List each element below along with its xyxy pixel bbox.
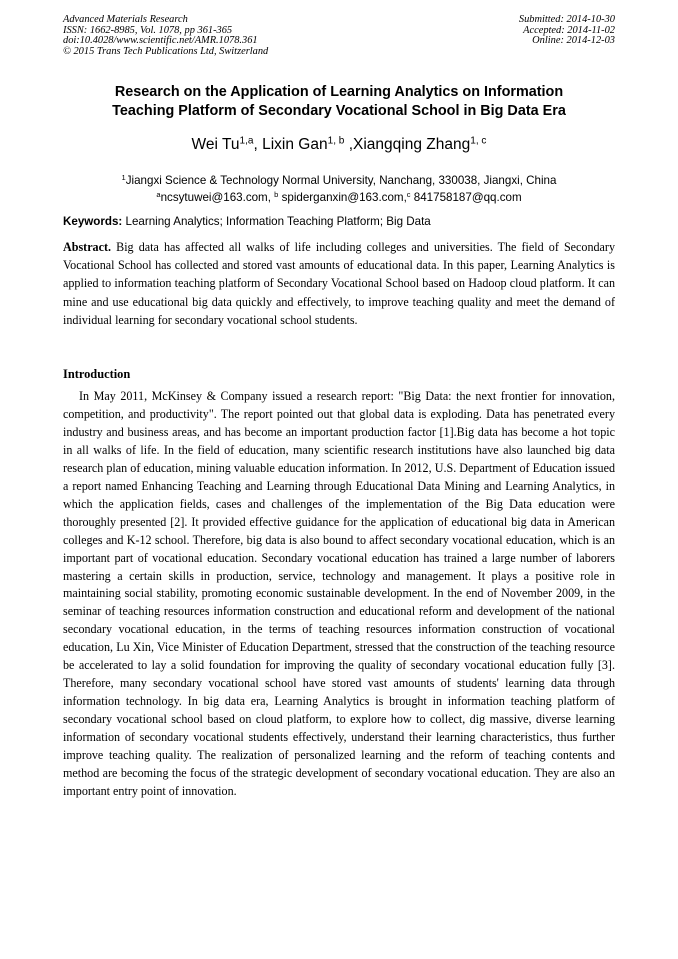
author-name: , Lixin Gan (253, 136, 328, 153)
copyright: © 2015 Trans Tech Publications Ltd, Switzerland (63, 45, 269, 57)
submitted-date: Submitted: 2014-10-30 (518, 14, 615, 25)
online-date: Online: 2014-12-03 (532, 35, 615, 47)
affiliation-block (0, 172, 678, 206)
publication-dates (519, 15, 615, 47)
doi: doi:10.4028/www.scientific.net/AMR.1078.361 (63, 35, 258, 47)
introduction-paragraph: In May 2011, McKinsey & Company issued a research report: "Big Data: the next frontier for innovation, competition, and productivity". The report pointed out that global data is exploding. Data has penetrated every industry and business areas, and has become an important production factor [1].Big data has become a hot topic in all walks of life. In the field of education, many scientific research institutions have also launched big data research plan of education, mining valuable education information. In 2012, U.S. Department of Education issued a report named Enhancing Teaching and Learning through Educational Data Mining and Learning Analytics, in which the application fields, cases and challenges of the implementation of the Big Data education were thoroughly presented [2]. It provided effective guidance for the application of educational big data in American colleges and K-12 school. Therefore, big data is also bound to affect secondary vocational education, which is an important part of vocational education. Secondary vocational education has trained a large number of laborers mastering a certain skills in production, service, technology and management. It plays a positive role in maintaining social stability, promoting economic sustainable development. In the end of November 2009, in the seminar of teaching resources information construction and educational reform and development of the national secondary vocational education, in the terms of teaching resources information construction of vocational education, Lu Xin, Vice Minister of Education Department, stressed that the construction of the teaching resource be accelerated to lay a solid foundation for improving the quality of secondary vocational education fully [3]. Therefore, many secondary vocational school have stored vast amounts of students' learning data through information technology. In big data era, Learning Analytics is brought in information teaching platform of secondary vocational school based on cloud platform, to explore how to collect, dig massive, diverse learning information of secondary vocational students effectively, understand their learning characteristics, thus further improve teaching quality. The realization of personalized learning and the reform of teaching contents and method are becoming the focus of the strategic development of secondary vocational education. They are also an important entry point of innovation. (63, 389, 615, 798)
title-line-2: Teaching Platform of Secondary Vocational School in Big Data Era (112, 103, 566, 119)
author-superscript: 1, b (327, 135, 345, 147)
accepted-date: Accepted: 2014-11-02 (523, 24, 615, 36)
section-heading-introduction: Introduction (63, 367, 131, 381)
keywords-text: Learning Analytics; Information Teaching Platform; Big Data (122, 215, 431, 228)
author-superscript: 1,a (239, 135, 254, 147)
author-name: Wei Tu (191, 136, 240, 153)
email-address: ncsytuwei@163.com, (160, 191, 275, 204)
email-superscript: a (156, 189, 161, 199)
email-superscript: b (274, 189, 279, 199)
issn: ISSN: 1662-8985, Vol. 1078, pp 361-365 (63, 24, 233, 36)
keywords-label: Keywords: (63, 215, 123, 228)
publication-info (63, 15, 268, 57)
email-line (0, 189, 678, 206)
author-name: ,Xiangqing Zhang (344, 136, 471, 153)
journal-name: Advanced Materials Research (63, 14, 188, 25)
affiliation-line (0, 172, 678, 189)
keywords (63, 214, 615, 230)
affiliation-text: Jiangxi Science & Technology Normal University, Nanchang, 330038, Jiangxi, China (125, 174, 557, 187)
author-list (0, 135, 678, 155)
affiliation-superscript: 1 (121, 172, 126, 182)
email-address: spiderganxin@163.com, (278, 191, 407, 204)
paper-title (40, 83, 638, 121)
email-superscript: c (406, 189, 411, 199)
abstract-text: Big data has affected all walks of life including colleges and universities. The field of Secondary Vocational School has collected and stored vast amounts of educational data. In this paper, Learning Analytics is applied to information teaching platform of Secondary Vocational School based on Hadoop cloud platform. It can mine and use educational big data quickly and effectively, to improve teaching quality and meet the demand of individual learning for secondary vocational school students. (63, 240, 615, 327)
email-address: 841758187@qq.com (410, 191, 522, 204)
title-line-1: Research on the Application of Learning Analytics on Information (114, 84, 564, 100)
abstract-label: Abstract. (63, 240, 112, 254)
author-superscript: 1, c (470, 135, 487, 147)
abstract (63, 238, 615, 329)
